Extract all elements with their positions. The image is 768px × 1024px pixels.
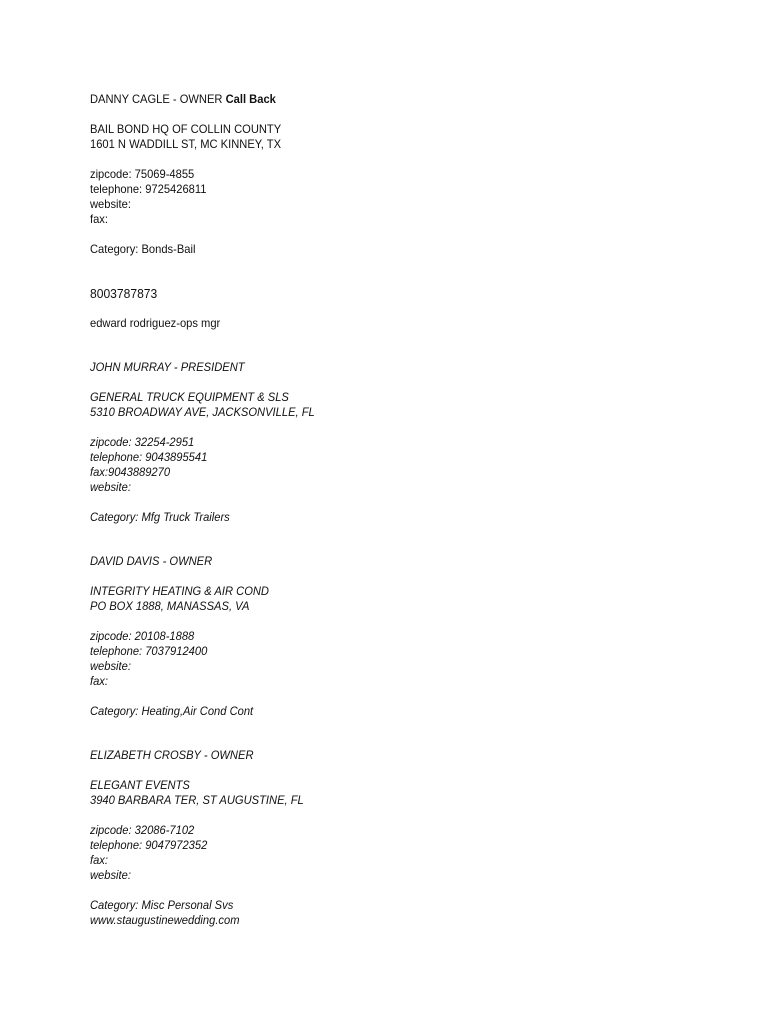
entry1-zipcode: zipcode: 75069-4855 xyxy=(90,167,195,181)
entry4-telephone: telephone: 9047972352 xyxy=(90,838,208,852)
entry4-company: ELEGANT EVENTS xyxy=(90,778,190,792)
entry1-company: BAIL BOND HQ OF COLLIN COUNTY xyxy=(90,122,282,136)
entry4-website: website: xyxy=(90,868,131,882)
entry3-company: INTEGRITY HEATING & AIR COND xyxy=(90,584,269,598)
entry2-fax: fax:9043889270 xyxy=(90,465,171,479)
entry1-address: 1601 N WADDILL ST, MC KINNEY, TX xyxy=(90,137,282,151)
entry2-website: website: xyxy=(90,480,131,494)
entry4-fax: fax: xyxy=(90,853,108,867)
entry2-address: 5310 BROADWAY AVE, JACKSONVILLE, FL xyxy=(90,405,315,419)
entry3-website: website: xyxy=(90,659,131,673)
entry4-zipcode: zipcode: 32086-7102 xyxy=(90,823,195,837)
entry1-note-contact: edward rodriguez-ops mgr xyxy=(90,316,221,330)
entry1-note-phone: 8003787873 xyxy=(90,286,158,301)
entry3-address: PO BOX 1888, MANASSAS, VA xyxy=(90,599,250,613)
entry4-address: 3940 BARBARA TER, ST AUGUSTINE, FL xyxy=(90,793,304,807)
entry3-telephone: telephone: 7037912400 xyxy=(90,644,208,658)
entry3-fax: fax: xyxy=(90,674,108,688)
entry2-name: JOHN MURRAY - PRESIDENT xyxy=(90,360,245,374)
entry1-callback: Call Back xyxy=(225,92,276,106)
entry2-telephone: telephone: 9043895541 xyxy=(90,450,208,464)
entry1-website: website: xyxy=(90,197,131,211)
entry2-category: Category: Mfg Truck Trailers xyxy=(90,510,230,524)
entry3-name: DAVID DAVIS - OWNER xyxy=(90,554,213,568)
entry1-fax: fax: xyxy=(90,212,108,226)
entry1-name: DANNY CAGLE - OWNER xyxy=(90,92,223,106)
entry4-category: Category: Misc Personal Svs xyxy=(90,898,234,912)
entry2-zipcode: zipcode: 32254-2951 xyxy=(90,435,195,449)
entry2-company: GENERAL TRUCK EQUIPMENT & SLS xyxy=(90,390,289,404)
entry1-category: Category: Bonds-Bail xyxy=(90,242,196,256)
entry4-url: www.staugustinewedding.com xyxy=(90,913,240,927)
entry1-telephone: telephone: 9725426811 xyxy=(90,182,207,196)
entry3-zipcode: zipcode: 20108-1888 xyxy=(90,629,195,643)
entry1-name-line xyxy=(90,92,276,107)
entry3-category: Category: Heating,Air Cond Cont xyxy=(90,704,254,718)
entry4-name: ELIZABETH CROSBY - OWNER xyxy=(90,748,254,762)
